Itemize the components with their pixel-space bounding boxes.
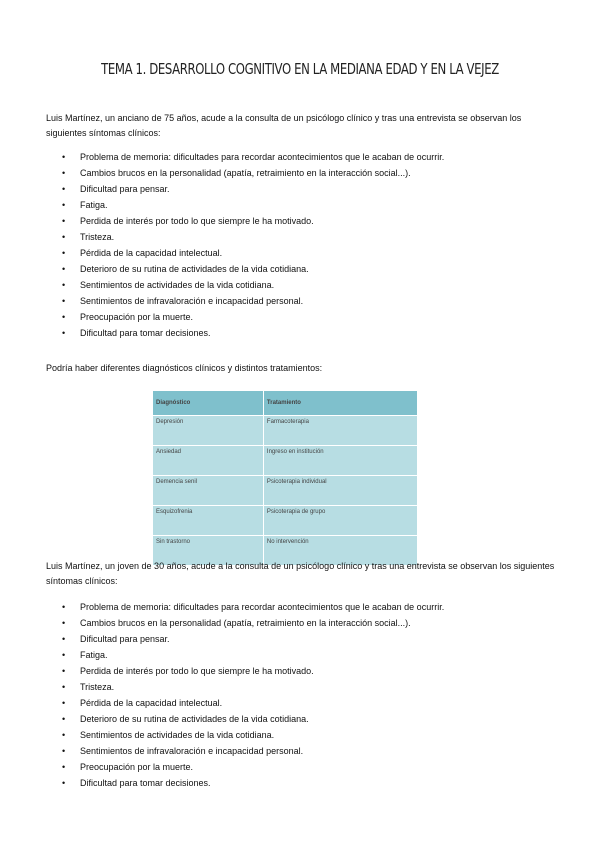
table-cell: Esquizofrenia xyxy=(153,506,264,536)
diagnosis-treatment-table xyxy=(152,390,418,566)
list-item: • Dificultad para pensar. xyxy=(62,631,444,647)
list-item: • Preocupación por la muerte. xyxy=(62,309,444,325)
list-item: • Sentimientos de infravaloración e incapacidad personal. xyxy=(62,743,444,759)
list-item: • Deterioro de su rutina de actividades de la vida cotidiana. xyxy=(62,261,444,277)
table-cell: Demencia senil xyxy=(153,476,264,506)
table-cell: No intervención xyxy=(263,536,417,566)
list-item: • Fatiga. xyxy=(62,647,444,663)
list-item: • Cambios brucos en la personalidad (apatía, retraimiento en la interacción social...). xyxy=(62,615,444,631)
table-intro: Podría haber diferentes diagnósticos clínicos y distintos tratamientos: xyxy=(46,363,323,373)
table-row xyxy=(153,506,418,536)
table-cell: Farmacoterapia xyxy=(263,416,417,446)
symptoms-list-2 xyxy=(62,599,444,791)
table-header-row xyxy=(153,391,418,416)
list-item: • Cambios brucos en la personalidad (apatía, retraimiento en la interacción social...). xyxy=(62,165,444,181)
list-item: • Deterioro de su rutina de actividades de la vida cotidiana. xyxy=(62,711,444,727)
table-row xyxy=(153,476,418,506)
table-cell: Sin trastorno xyxy=(153,536,264,566)
list-item: • Pérdida de la capacidad intelectual. xyxy=(62,245,444,261)
list-item: • Tristeza. xyxy=(62,229,444,245)
list-item: • Preocupación por la muerte. xyxy=(62,759,444,775)
list-item: • Dificultad para tomar decisiones. xyxy=(62,325,444,341)
list-item: • Fatiga. xyxy=(62,197,444,213)
list-item: • Pérdida de la capacidad intelectual. xyxy=(62,695,444,711)
list-item: • Tristeza. xyxy=(62,679,444,695)
page-title: TEMA 1. DESARROLLO COGNITIVO EN LA MEDIANA EDAD Y EN LA VEJEZ xyxy=(101,60,499,78)
header-diagnostico: Diagnóstico xyxy=(153,391,264,416)
table-cell: Psicoterapia individual xyxy=(263,476,417,506)
table-row xyxy=(153,446,418,476)
list-item: • Problema de memoria: dificultades para recordar acontecimientos que le acaban de ocurrir. xyxy=(62,599,444,615)
table-cell: Ingreso en institución xyxy=(263,446,417,476)
header-tratamiento: Tratamiento xyxy=(263,391,417,416)
list-item: • Sentimientos de actividades de la vida cotidiana. xyxy=(62,277,444,293)
list-item: • Perdida de interés por todo lo que siempre le ha motivado. xyxy=(62,663,444,679)
table-row xyxy=(153,416,418,446)
list-item: • Problema de memoria: dificultades para recordar acontecimientos que le acaban de ocurrir. xyxy=(62,149,444,165)
table-cell: Psicoterapia de grupo xyxy=(263,506,417,536)
case-2-paragraph: Luis Martínez, un joven de 30 años, acude a la consulta de un psicólogo clínico y tras una entrevista se observan los siguientes síntomas clínicos: xyxy=(46,561,555,586)
list-item: • Dificultad para tomar decisiones. xyxy=(62,775,444,791)
table-cell: Depresión xyxy=(153,416,264,446)
list-item: • Dificultad para pensar. xyxy=(62,181,444,197)
case-1-paragraph: Luis Martínez, un anciano de 75 años, acude a la consulta de un psicólogo clínico y tras una entrevista se observan los siguientes síntomas clínicos: xyxy=(46,113,522,138)
list-item: • Sentimientos de infravaloración e incapacidad personal. xyxy=(62,293,444,309)
symptoms-list-1 xyxy=(62,149,444,341)
list-item: • Perdida de interés por todo lo que siempre le ha motivado. xyxy=(62,213,444,229)
list-item: • Sentimientos de actividades de la vida cotidiana. xyxy=(62,727,444,743)
table-cell: Ansiedad xyxy=(153,446,264,476)
